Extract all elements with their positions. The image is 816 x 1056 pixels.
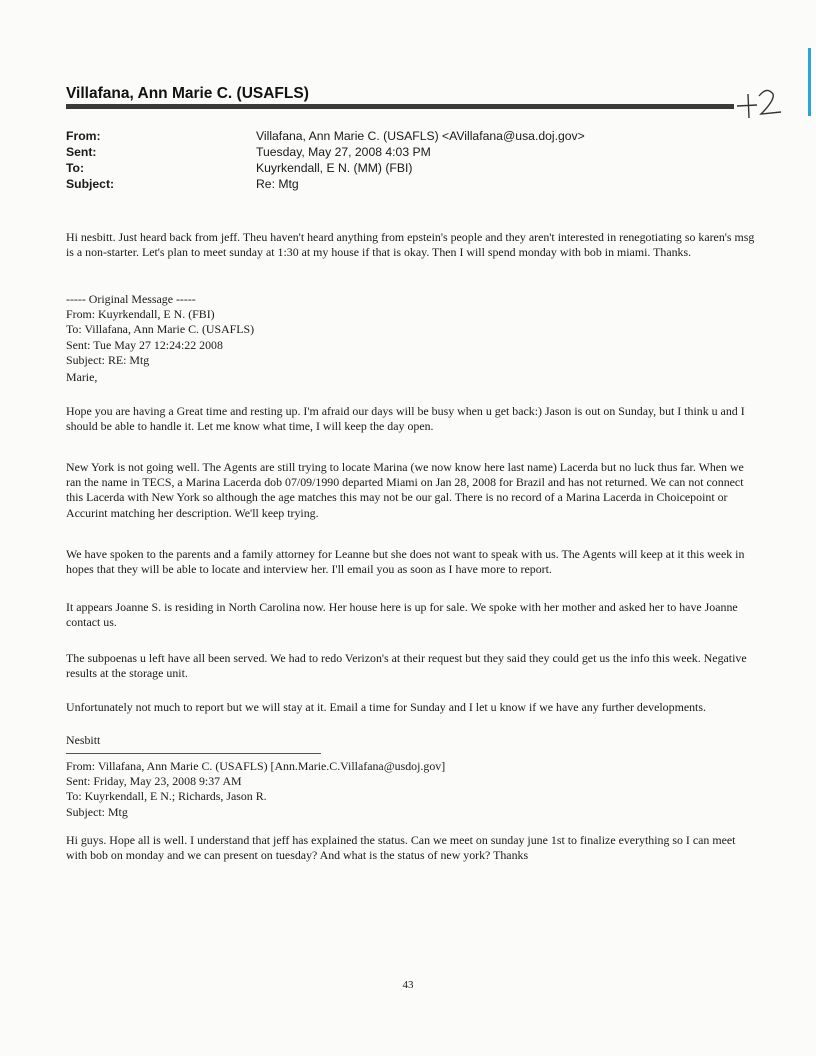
earlier-body-block xyxy=(66,833,756,863)
to-value: Kuyrkendall, E N. (MM) (FBI) xyxy=(256,161,413,175)
original-message-marker: ----- Original Message ----- xyxy=(66,292,196,306)
original-para-3: We have spoken to the parents and a family attorney for Leanne but she does not want to speak with us. The Agents will keep at it this week in hopes that they will be able to locate and interview her. I'll email you as soon as I have more to report. xyxy=(66,547,745,577)
sent-label: Sent: xyxy=(66,145,97,159)
original-greeting: Marie, xyxy=(66,370,98,384)
earlier-from: From: Villafana, Ann Marie C. (USAFLS) [Ann.Marie.C.Villafana@usdoj.gov] xyxy=(66,759,446,773)
earlier-subject: Subject: Mtg xyxy=(66,804,128,819)
handwritten-plus-two-mark xyxy=(735,86,785,120)
original-para-2: New York is not going well. The Agents are still trying to locate Marina (we now know here last name) Lacerda but no luck thus far. When we ran the name in TECS, a Marina Lacerda dob 07/09/1990 departed Miami on Jan 28, 2008 for Brazil and has not returned. We can not connect this Lacerda with New York so although the age matches this may not be our gal. There is no record of a Marina Lacerda in Choicepoint or Accurint matching her description. We'll keep trying. xyxy=(66,460,744,520)
earlier-body: Hi guys. Hope all is well. I understand that jeff has explained the status. Can we meet on sunday june 1st to finalize everything so I can meet with bob on monday and we can present on tuesday? And what is the status of new york? Thanks xyxy=(66,833,736,863)
original-para-5: The subpoenas u left have all been served. We had to redo Verizon's at their request but they said they could get us the info this week. Negative results at the storage unit. xyxy=(66,651,747,681)
earlier-message-header xyxy=(66,759,756,820)
original-para-3-block xyxy=(66,547,756,577)
signature-block xyxy=(66,733,756,748)
reply-body xyxy=(66,230,756,260)
original-para-1: Hope you are having a Great time and resting up. I'm afraid our days will be busy when u get back:) Jason is out on Sunday, but I think u and I should be able to handle it. Let me know what time, I will keep the day open. xyxy=(66,404,745,434)
original-subject: Subject: RE: Mtg xyxy=(66,352,150,367)
original-para-6-block xyxy=(66,700,756,715)
from-value: Villafana, Ann Marie C. (USAFLS) <AVillafana@usa.doj.gov> xyxy=(256,129,585,143)
original-greeting-block xyxy=(66,370,756,385)
signature: Nesbitt xyxy=(66,733,101,747)
original-para-5-block xyxy=(66,651,756,681)
to-label: To: xyxy=(66,161,85,175)
original-to: To: Villafana, Ann Marie C. (USAFLS) xyxy=(66,322,255,337)
sent-value: Tuesday, May 27, 2008 4:03 PM xyxy=(256,145,431,159)
scan-edge-mark xyxy=(808,48,811,116)
title-rule xyxy=(66,104,734,109)
original-para-2-block xyxy=(66,460,756,521)
original-para-4: It appears Joanne S. is residing in North Carolina now. Her house here is up for sale. We spoke with her mother and asked her to have Joanne contact us. xyxy=(66,600,738,630)
original-para-6: Unfortunately not much to report but we will stay at it. Email a time for Sunday and I let u know if we have any further developments. xyxy=(66,700,706,714)
original-sent: Sent: Tue May 27 12:24:22 2008 xyxy=(66,337,223,352)
original-para-1-block xyxy=(66,404,756,434)
subject-label: Subject: xyxy=(66,177,115,191)
earlier-to: To: Kuyrkendall, E N.; Richards, Jason R. xyxy=(66,789,267,804)
page-title: Villafana, Ann Marie C. (USAFLS) xyxy=(66,85,309,102)
original-message-header xyxy=(66,292,756,368)
from-label: From: xyxy=(66,129,101,143)
subject-value: Re: Mtg xyxy=(256,177,299,191)
original-para-4-block xyxy=(66,600,756,630)
reply-paragraph: Hi nesbitt. Just heard back from jeff. Theu haven't heard anything from epstein's people and they aren't interested in renegotiating so karen's msg is a non-starter. Let's plan to meet sunday at 1:30 at my house if that is okay. Then I will spend monday with bob in miami. Thanks. xyxy=(66,230,755,260)
page-number: 43 xyxy=(402,979,414,991)
original-from: From: Kuyrkendall, E N. (FBI) xyxy=(66,307,215,322)
earlier-sent: Sent: Friday, May 23, 2008 9:37 AM xyxy=(66,774,242,789)
message-separator xyxy=(66,753,321,754)
